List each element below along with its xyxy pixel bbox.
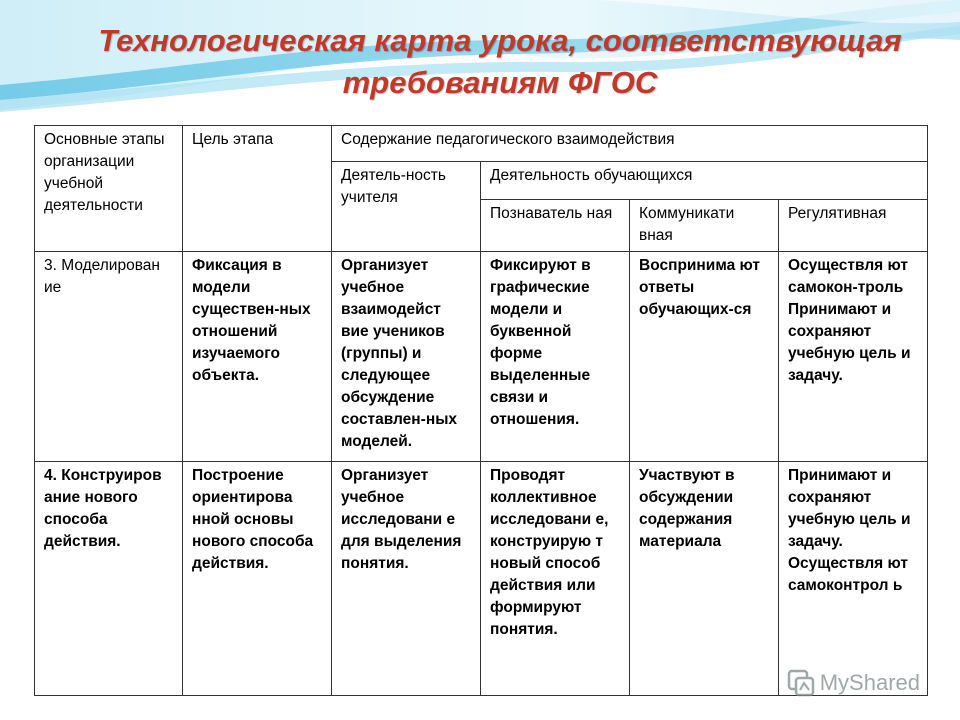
slide-title-line-1: Технологическая карта урока, соответствующая [98, 23, 902, 58]
header-stages: Основные этапы организации учебной деятельности [35, 126, 183, 252]
watermark [786, 668, 920, 698]
lesson-map-table [34, 125, 928, 696]
slide-title-line-2: требованиям ФГОС [342, 65, 658, 100]
row-regulative: Осуществля ют самокон-троль Принимают и сохраняют учебную цель и задачу. [779, 252, 928, 462]
row-communicative: Воспринима ют ответы обучающих-ся [630, 252, 779, 462]
table-header-row [35, 126, 928, 162]
header-students: Деятельность обучающихся [481, 162, 928, 200]
row-teacher: Организует учебное исследовани е для выделения понятия. [332, 462, 481, 696]
table-row [35, 462, 928, 696]
table-row [35, 252, 928, 462]
row-stage: 4. Конструиров ание нового способа действия. [35, 462, 183, 696]
header-teacher: Деятель-ность учителя [332, 162, 481, 252]
row-regulative: Принимают и сохраняют учебную цель и задачу. Осуществля ют самоконтрол ь [779, 462, 928, 696]
row-goal: Построение ориентирова нной основы нового способа действия. [183, 462, 332, 696]
row-goal: Фиксация в модели существен-ных отношений изучаемого объекта. [183, 252, 332, 462]
header-regulative: Регулятивная [779, 200, 928, 252]
header-interaction: Содержание педагогического взаимодействия [332, 126, 928, 162]
slide-title [70, 20, 930, 104]
row-communicative: Участвуют в обсуждении содержания материала [630, 462, 779, 696]
header-goal: Цель этапа [183, 126, 332, 252]
row-stage: 3. Моделирован ие [35, 252, 183, 462]
header-cognitive: Познаватель ная [481, 200, 630, 252]
row-cognitive: Фиксируют в графические модели и буквенной форме выделенные связи и отношения. [481, 252, 630, 462]
watermark-text: MyShared [819, 670, 920, 695]
row-cognitive: Проводят коллективное исследовани е, конструирую т новый способ действия или формируют понятия. [481, 462, 630, 696]
myshared-logo-icon [786, 668, 816, 698]
row-teacher: Организует учебное взаимодейст вие учеников (группы) и следующее обсуждение составлен-ных моделей. [332, 252, 481, 462]
header-communicative: Коммуникати вная [630, 200, 779, 252]
